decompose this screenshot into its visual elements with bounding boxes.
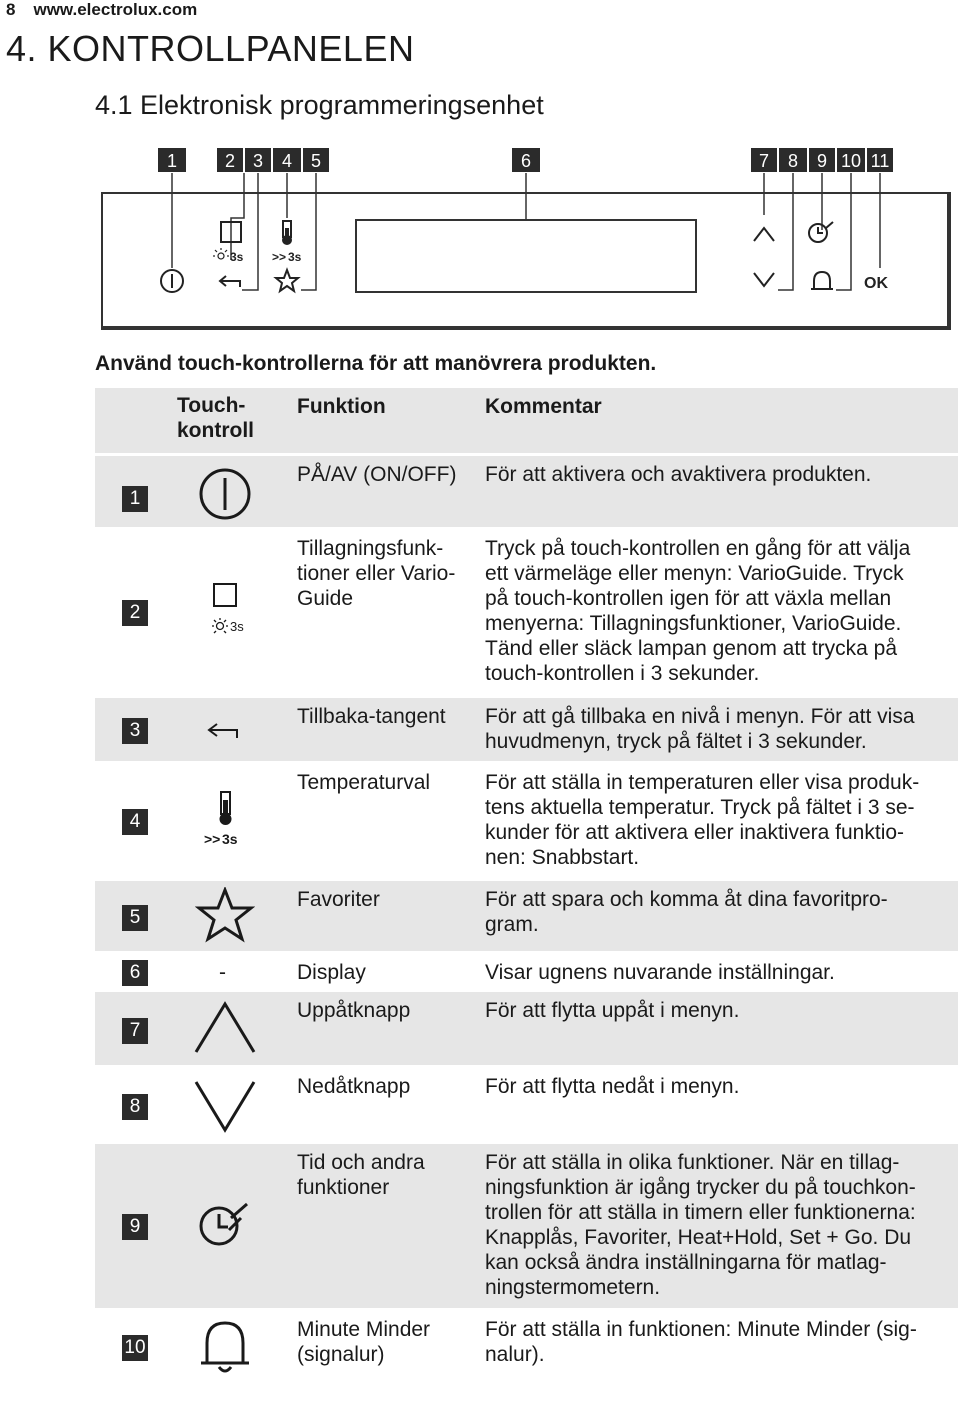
bell-icon [165, 1319, 285, 1383]
row-function: Uppåtknapp [297, 999, 411, 1022]
leader-line-8 [778, 173, 793, 290]
display-outline [356, 220, 696, 292]
callout-2: 2 [216, 147, 244, 173]
svg-text:>>: >> [204, 831, 221, 847]
ok-label: OK [864, 275, 888, 292]
table-row [95, 455, 958, 529]
table-row [95, 697, 958, 763]
controls-table [95, 388, 958, 1385]
fast-heat-label: >> [272, 250, 287, 264]
row-number: 1 [122, 486, 148, 512]
power-icon [161, 270, 183, 292]
table-row [95, 991, 958, 1067]
lamp-icon [213, 248, 229, 259]
row-number: 4 [122, 809, 148, 835]
back-arrow-icon [165, 718, 285, 754]
back-arrow-icon [220, 276, 240, 287]
callout-11: 11 [866, 147, 894, 173]
heating-function-icon [165, 580, 285, 646]
page-title: 4. KONTROLLPANELEN [6, 28, 415, 69]
table-row [95, 1310, 958, 1385]
callout-8: 8 [778, 147, 808, 173]
callout-7: 7 [750, 147, 778, 173]
star-icon [165, 887, 285, 951]
clock-probe-icon [165, 1200, 285, 1256]
chevron-up-icon [754, 228, 774, 241]
callout-10: 10 [836, 147, 866, 173]
row-number: 3 [122, 718, 148, 744]
row-number: 8 [122, 1094, 148, 1120]
section-subtitle: 4.1 Elektronisk programmeringsenhet [95, 90, 544, 120]
callout-5: 5 [302, 147, 330, 173]
row-comment: För att aktivera och avaktivera produkten. [485, 463, 872, 486]
page-number: 8 [6, 0, 16, 19]
table-header-row [95, 388, 958, 455]
row-comment: För att flytta nedåt i menyn. [485, 1075, 740, 1098]
icon-placeholder: - [219, 961, 226, 984]
chevron-down-icon [754, 273, 774, 286]
row-number: 9 [122, 1214, 148, 1240]
row-number: 6 [122, 960, 148, 986]
row-number: 2 [122, 600, 148, 626]
row-comment: För att ställa in temperaturen eller visa produk- tens aktuella temperatur. Tryck på fältet i 3 se- kunder för att aktivera eller inaktivera funktio- nen: Snabbstart. [485, 771, 920, 869]
table-row [95, 880, 958, 953]
table-row [95, 1067, 958, 1143]
lamp-3s-label: 3s [230, 250, 244, 264]
chevron-up-icon [165, 998, 285, 1064]
callout-4: 4 [272, 147, 302, 173]
callout-1: 1 [157, 147, 187, 173]
callout-6: 6 [511, 147, 541, 173]
callout-9: 9 [808, 147, 836, 173]
star-icon [276, 270, 298, 291]
page-header [6, 0, 197, 20]
intro-text: Använd touch-kontrollerna för att manövrera produkten. [95, 352, 657, 375]
table-row [95, 1143, 958, 1310]
row-function: Tillagningsfunk- tioner eller Vario- Guide [297, 537, 456, 610]
row-function: Minute Minder (signalur) [297, 1318, 431, 1366]
thermometer-icon [282, 221, 292, 245]
row-number: 7 [122, 1018, 148, 1044]
row-function: Nedåtknapp [297, 1075, 411, 1098]
row-function: Temperaturval [297, 771, 431, 794]
header-function: Funktion [297, 395, 386, 418]
row-function: Favoriter [297, 888, 380, 911]
row-function: PÅ/AV (ON/OFF) [297, 463, 457, 486]
header-touch-control: Touch- kontroll [177, 394, 254, 442]
row-number: 10 [122, 1335, 148, 1361]
row-comment: För att gå tillbaka en nivå i menyn. För att visa huvudmenyn, tryck på fältet i 3 sekunder. [485, 705, 915, 753]
bell-icon [811, 272, 833, 289]
table-row [95, 953, 958, 991]
row-number: 5 [122, 905, 148, 931]
leader-line-10 [836, 173, 851, 290]
clock-probe-icon [809, 222, 833, 242]
row-comment: För att ställa in olika funktioner. När en tillag- ningsfunktion är igång trycker du på touchkon- trollen för att ställa in timern eller funktionerna: Knapplås, Favoriter, Heat+Hold, Set + Go. Du kan också ändra inställningarna för matlag- ningstermometern. [485, 1151, 916, 1299]
row-comment: För att spara och komma åt dina favoritpro- gram. [485, 888, 888, 936]
power-icon [165, 466, 285, 528]
row-comment: Tryck på touch-kontrollen en gång för att välja ett värmeläge eller menyn: VarioGuide. Tryck på touch-kontrollen igen för att växla mellan menyerna: Tillagningsfunktioner, VarioGuide. Tänd eller släck lampan genom att trycka på touch-kontrollen i 3 sekunder. [485, 537, 911, 685]
leader-line-2 [231, 173, 244, 260]
chevron-down-icon [165, 1076, 285, 1142]
leader-line-5 [301, 173, 316, 290]
callout-3: 3 [244, 147, 272, 173]
control-panel-icons [0, 140, 960, 340]
table-row [95, 529, 958, 697]
fast-heat-3s-label: 3s [288, 250, 302, 264]
site-url[interactable]: www.electrolux.com [33, 0, 198, 19]
row-function: Tillbaka-tangent [297, 705, 446, 728]
row-comment: För att flytta uppåt i menyn. [485, 999, 740, 1022]
row-comment: För att ställa in funktionen: Minute Minder (sig- nalur). [485, 1318, 917, 1366]
icon-sub-label: 3s [230, 619, 244, 634]
row-comment: Visar ugnens nuvarande inställningar. [485, 961, 835, 984]
table-row [95, 763, 958, 880]
row-function: Display [297, 961, 366, 984]
header-comment: Kommentar [485, 395, 602, 418]
thermometer-icon [165, 790, 285, 856]
row-function: Tid och andra funktioner [297, 1151, 425, 1199]
icon-sub-label: 3s [222, 831, 238, 847]
